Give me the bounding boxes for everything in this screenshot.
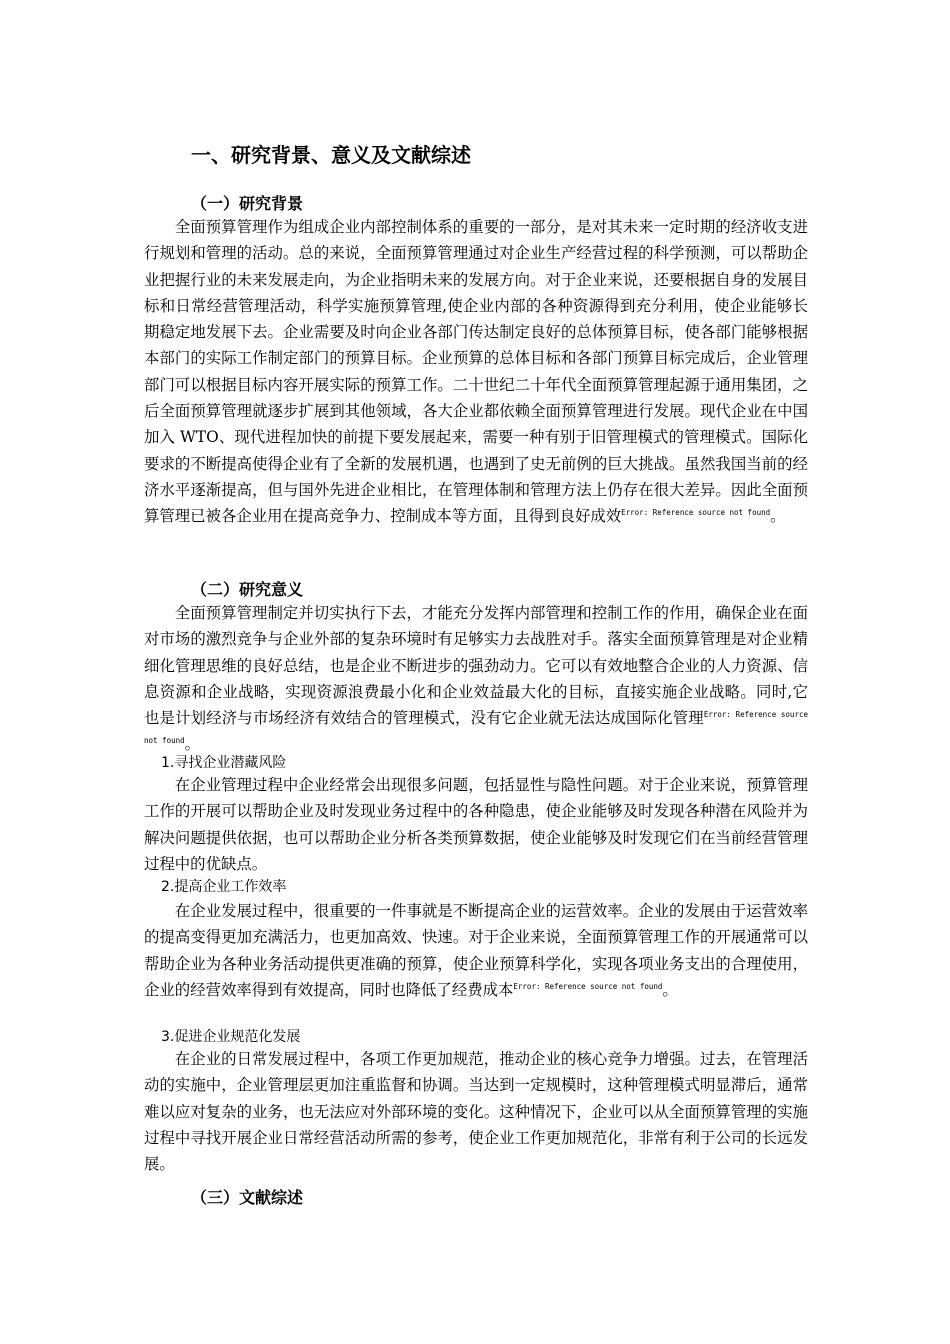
paragraph-significance — [144, 600, 808, 758]
subsection-title-standardization: 3.促进企业规范化发展 — [161, 1029, 301, 1045]
chapter-title: 一、研究背景、意义及文献综述 — [191, 143, 471, 167]
paragraph-end: 。 — [184, 735, 201, 754]
paragraph-standardization — [144, 1046, 808, 1177]
paragraph-efficiency — [144, 898, 808, 1003]
section-title-literature: （三）文献综述 — [191, 1188, 304, 1207]
reference-error-note: Error: Reference source not found — [621, 508, 771, 518]
section-title-significance: （二）研究意义 — [191, 580, 304, 599]
paragraph-end: 。 — [770, 507, 786, 526]
reference-error-note: Error: Reference source not found — [144, 710, 808, 746]
paragraph-text: 在企业的日常发展过程中，各项工作更加规范，推动企业的核心竞争力增强。过去，在管理活动的实施中，企业管理层更加注重监督和协调。当达到一定规模时，这种管理模式明显滞后，通常难以应对复杂的业务，也无法应对外部环境的变化。这种情况下，企业可以从全面预算管理的实施过程中寻找开展企业日常经营活动所需的参考，使企业工作更加规范化，非常有利于公司的长远发展。 — [144, 1050, 808, 1174]
paragraph-text: 在企业管理过程中企业经常会出现很多问题，包括显性与隐性问题。对于企业来说，预算管理工作的开展可以帮助企业及时发现业务过程中的各种隐患，使企业能够及时发现各种潜在风险并为解决问题提供依据，也可以帮助企业分析各类预算数据，使企业能够及时发现它们在当前经营管理过程中的优缺点。 — [144, 776, 808, 873]
paragraph-text: 在企业发展过程中，很重要的一件事就是不断提高企业的运营效率。企业的发展由于运营效率的提高变得更加充满活力，也更加高效、快速。对于企业来说，全面预算管理工作的开展通常可以帮助企业为各种业务活动提供更准确的预算，使企业预算科学化，实现各项业务支出的合理使用，企业的经营效率得到有效提高，同时也降低了经费成本 — [144, 902, 808, 999]
paragraph-risk — [144, 772, 808, 877]
paragraph-text: 全面预算管理作为组成企业内部控制体系的重要的一部分，是对其未来一定时期的经济收支进行规划和管理的活动。总的来说，全面预算管理通过对企业生产经营过程的科学预测，可以帮助企业把握行业的未来发展走向，为企业指明未来的发展方向。对于企业来说，还要根据自身的发展目标和日常经营管理活动，科学实施预算管理,使企业内部的各种资源得到充分利用，使企业能够长期稳定地发展下去。企业需要及时向企业各部门传达制定良好的总体预算目标，使各部门能够根据本部门的实际工作制定部门的预算目标。企业预算的总体目标和各部门预算目标完成后，企业管理部门可以根据目标内容开展实际的预算工作。二十世纪二十年代全面预算管理起源于通用集团，之后全面预算管理就逐步扩展到其他领域，各大企业都依赖全面预算管理进行发展。现代企业在中国加入 WTO、现代进程加快的前提下要发展起来，需要一种有别于旧管理模式的管理模式。国际化要求的不断提高使得企业有了全新的发展机遇，也遇到了史无前例的巨大挑战。虽然我国当前的经济水平逐渐提高，但与国外先进企业相比，在管理体制和管理方法上仍存在很大差异。因此全面预算管理已被各企业用在提高竞争力、控制成本等方面，且得到良好成效 — [144, 218, 808, 526]
subsection-title-efficiency: 2.提高企业工作效率 — [161, 879, 287, 895]
paragraph-text: 全面预算管理制定并切实执行下去，才能充分发挥内部管理和控制工作的作用，确保企业在面对市场的激烈竞争与企业外部的复杂环境时有足够实力去战胜对手。落实全面预算管理是对企业精细化管理思维的良好总结，也是企业不断进步的强劲动力。它可以有效地整合企业的人力资源、信息资源和企业战略，实现资源浪费最小化和企业效益最大化的目标，直接实施企业战略。同时,它也是计划经济与市场经济有效结合的管理模式，没有它企业就无法达成国际化管理 — [144, 604, 808, 728]
subsection-title-risk: 1.寻找企业潜藏风险 — [161, 755, 287, 771]
paragraph-end: 。 — [662, 980, 678, 999]
reference-error-note: Error: Reference source not found — [513, 981, 663, 991]
paragraph-background — [144, 214, 808, 530]
section-title-background: （一）研究背景 — [191, 194, 304, 213]
